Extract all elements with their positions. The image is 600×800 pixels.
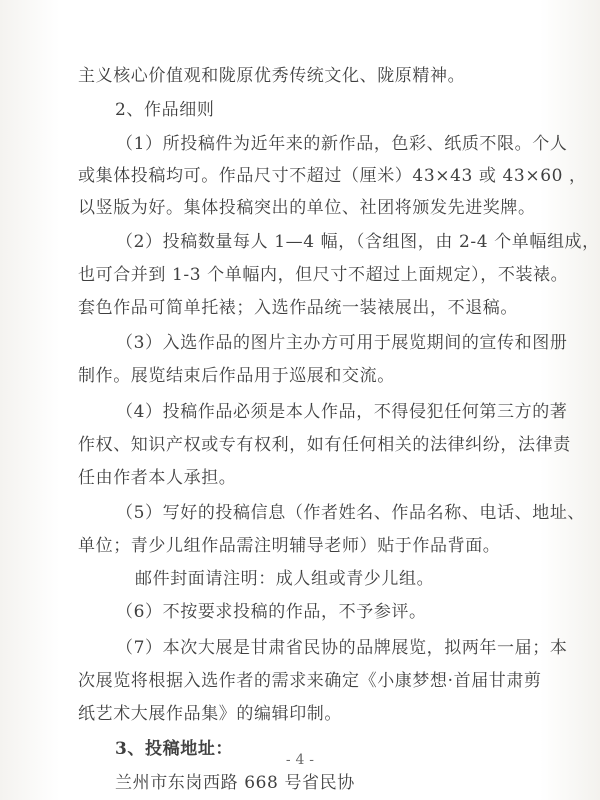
rule-5-note: 邮件封面请注明：成人组或青少儿组。 [135, 569, 435, 589]
rule-4-line-2: 作权、知识产权或专有权利，如有任何相关的法律纠纷，法律责 [78, 435, 571, 455]
rule-1-line-3: 以竖版为好。集体投稿突出的单位、社团将颁发先进奖牌。 [78, 198, 536, 218]
submission-address: 兰州市东岗西路 668 号省民协 [115, 773, 355, 793]
rule-4-line-1: （4）投稿作品必须是本人作品，不得侵犯任何第三方的著 [116, 402, 568, 422]
rule-6-line-1: （6）不按要求投稿的作品，不予参评。 [116, 602, 427, 622]
rule-4-line-3: 任由作者本人承担。 [78, 468, 237, 488]
rule-1-line-1: （1）所投稿件为近年来的新作品，色彩、纸质不限。个人 [116, 134, 568, 154]
text-line-1: 主义核心价值观和陇原优秀传统文化、陇原精神。 [78, 66, 466, 86]
page-number: - 4 - [285, 752, 315, 768]
section-heading-3: 3、投稿地址： [115, 739, 234, 759]
rule-7-line-1: （7）本次大展是甘肃省民协的品牌展览，拟两年一届；本 [116, 638, 568, 658]
rule-3-line-2: 制作。展览结束后作品用于巡展和交流。 [78, 366, 395, 386]
rule-2-line-1: （2）投稿数量每人 1—4 幅，（含组图，由 2-4 个单幅组成， [116, 232, 600, 252]
section-heading-2: 2、作品细则 [115, 100, 215, 120]
rule-2-line-3: 套色作品可简单托裱；入选作品统一装裱展出，不退稿。 [78, 298, 518, 318]
rule-7-line-3: 纸艺术大展作品集》的编辑印制。 [78, 704, 342, 724]
rule-7-line-2: 次展览将根据入选作者的需求来确定《小康梦想·首届甘肃剪 [78, 671, 542, 691]
rule-3-line-1: （3）入选作品的图片主办方可用于展览期间的宣传和图册 [116, 333, 568, 353]
rule-5-line-2: 单位；青少儿组作品需注明辅导老师）贴于作品背面。 [78, 536, 501, 556]
rule-1-line-2: 或集体投稿均可。作品尺寸不超过（厘米）43×43 或 43×60 ， [78, 166, 587, 186]
rule-5-line-1: （5）写好的投稿信息（作者姓名、作品名称、电话、地址、 [116, 503, 586, 523]
rule-2-line-2: 也可合并到 1-3 个单幅内，但尺寸不超过上面规定），不装裱。 [78, 265, 569, 285]
